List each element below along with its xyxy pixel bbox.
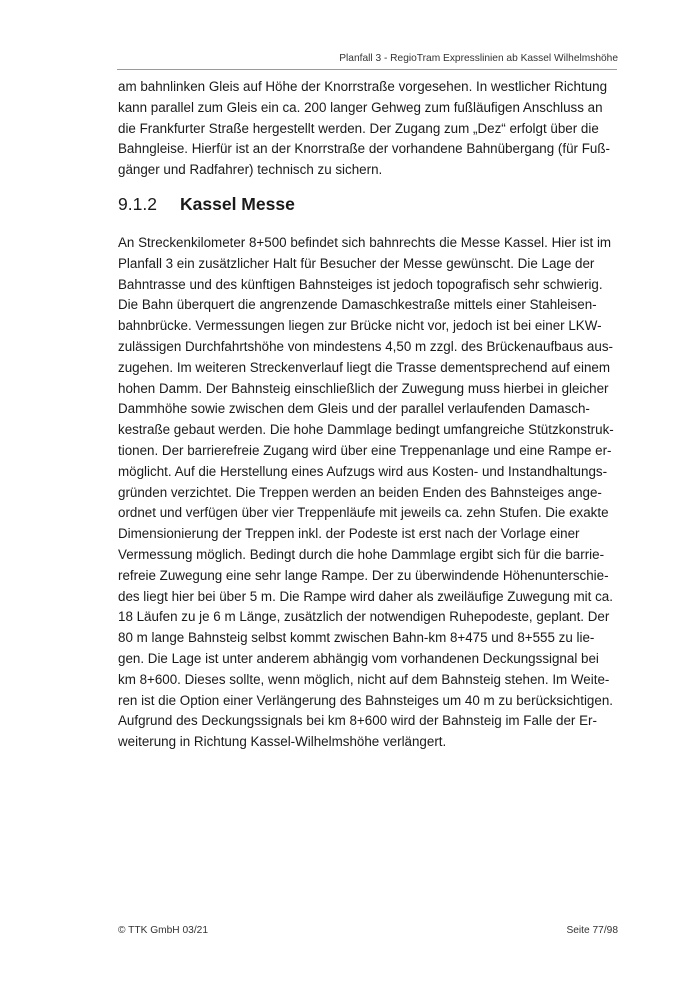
text-line: Aufgrund des Deckungssignals bei km 8+600 wird der Bahnsteig im Falle der Er- — [118, 713, 597, 729]
text-line: am bahnlinken Gleis auf Höhe der Knorrstraße vorgesehen. In westlicher Richtung — [118, 79, 608, 94]
text-line: des liegt hier bei über 5 m. Die Rampe wird daher als zweiläufige Zuwegung mit ca. — [118, 588, 613, 604]
text-line: gänger und Radfahrer) technisch zu sichern. — [118, 162, 383, 178]
text-line: möglicht. Auf die Herstellung eines Aufzugs wird aus Kosten- und Instandhaltungs- — [118, 463, 608, 479]
section-paragraph — [118, 233, 614, 753]
section-title: Kassel Messe — [180, 194, 295, 214]
text-line: ordnet und verfügen über vier Treppenläufe mit jeweils ca. zehn Stufen. Die exakte — [118, 505, 609, 521]
text-line: kann parallel zum Gleis ein ca. 200 langer Gehweg zum fußläufigen Anschluss an — [118, 99, 603, 115]
text-line: Planfall 3 ein zusätzlicher Halt für Besucher der Messe gewünscht. Die Lage der — [118, 255, 595, 271]
text-line: Bahntrasse und des künftigen Bahnsteiges ist jedoch topografisch sehr schwierig. — [118, 276, 603, 292]
text-line: Dammhöhe sowie zwischen dem Gleis und der parallel verlaufenden Damasch- — [118, 401, 590, 417]
text-line: weiterung in Richtung Kassel-Wilhelmshöhe verlängert. — [118, 734, 447, 750]
text-line: bahnbrücke. Vermessungen liegen zur Brücke nicht vor, jedoch ist bei einer LKW- — [118, 318, 602, 334]
running-header: Planfall 3 - RegioTram Expresslinien ab Kassel Wilhelmshöhe — [339, 53, 618, 64]
text-line: An Streckenkilometer 8+500 befindet sich bahnrechts die Messe Kassel. Hier ist im — [118, 235, 612, 250]
text-line: gründen verzichtet. Die Treppen werden an beiden Enden des Bahnsteiges ange- — [118, 484, 602, 500]
text-line: Vermessung möglich. Bedingt durch die hohe Dammlage ergibt sich für die barrie- — [118, 546, 605, 562]
section-number: 9.1.2 — [118, 194, 157, 214]
text-line: ren ist die Option einer Verlängerung des Bahnsteiges um 40 m zu berücksichtigen. — [118, 692, 613, 708]
text-line: 80 m lange Bahnsteig selbst kommt zwischen Bahn-km 8+475 und 8+555 zu lie- — [118, 630, 595, 646]
text-line: die Frankfurter Straße hergestellt werden. Der Zugang zum „Dez“ erfolgt über die — [118, 120, 599, 136]
text-line: 18 Läufen zu je 6 m Länge, zusätzlich der notwendigen Ruhepodeste, geplant. Der — [118, 609, 610, 625]
text-line: zugehen. Im weiteren Streckenverlauf liegt die Trasse dementsprechend auf einem — [118, 359, 611, 375]
footer-page-number: Seite 77/98 — [566, 925, 618, 936]
header-rule — [117, 69, 617, 70]
text-line: hohen Damm. Der Bahnsteig einschließlich der Zuwegung muss hierbei in gleicher — [118, 380, 609, 396]
intro-paragraph — [118, 77, 610, 181]
text-line: Bahngleise. Hierfür ist an der Knorrstraße der vorhandene Bahnübergang (für Fuß- — [118, 141, 610, 157]
text-line: Dimensionierung der Treppen inkl. der Podeste ist erst nach der Vorlage einer — [118, 526, 580, 542]
text-line: refreie Zuwegung eine sehr lange Rampe. Der zu überwindende Höhenunterschie- — [118, 567, 609, 583]
text-line: km 8+600. Dieses sollte, wenn möglich, nicht auf dem Bahnsteig stehen. Im Weite- — [118, 671, 610, 687]
text-line: zulässigen Durchfahrtshöhe von mindestens 4,50 m zzgl. des Brückenaufbaus aus- — [118, 338, 613, 354]
text-line: kestraße gebaut werden. Die hohe Dammlage bedingt umfangreiche Stützkonstruk- — [118, 422, 614, 438]
text-line: Die Bahn überquert die angrenzende Damaschkestraße mittels einer Stahleisen- — [118, 297, 597, 313]
section-heading — [118, 194, 295, 215]
text-line: tionen. Der barrierefreie Zugang wird über eine Treppenanlage und eine Rampe er- — [118, 442, 612, 458]
footer-copyright: © TTK GmbH 03/21 — [118, 925, 208, 936]
text-line: gen. Die Lage ist unter anderem abhängig vom vorhandenen Deckungssignal bei — [118, 650, 599, 666]
